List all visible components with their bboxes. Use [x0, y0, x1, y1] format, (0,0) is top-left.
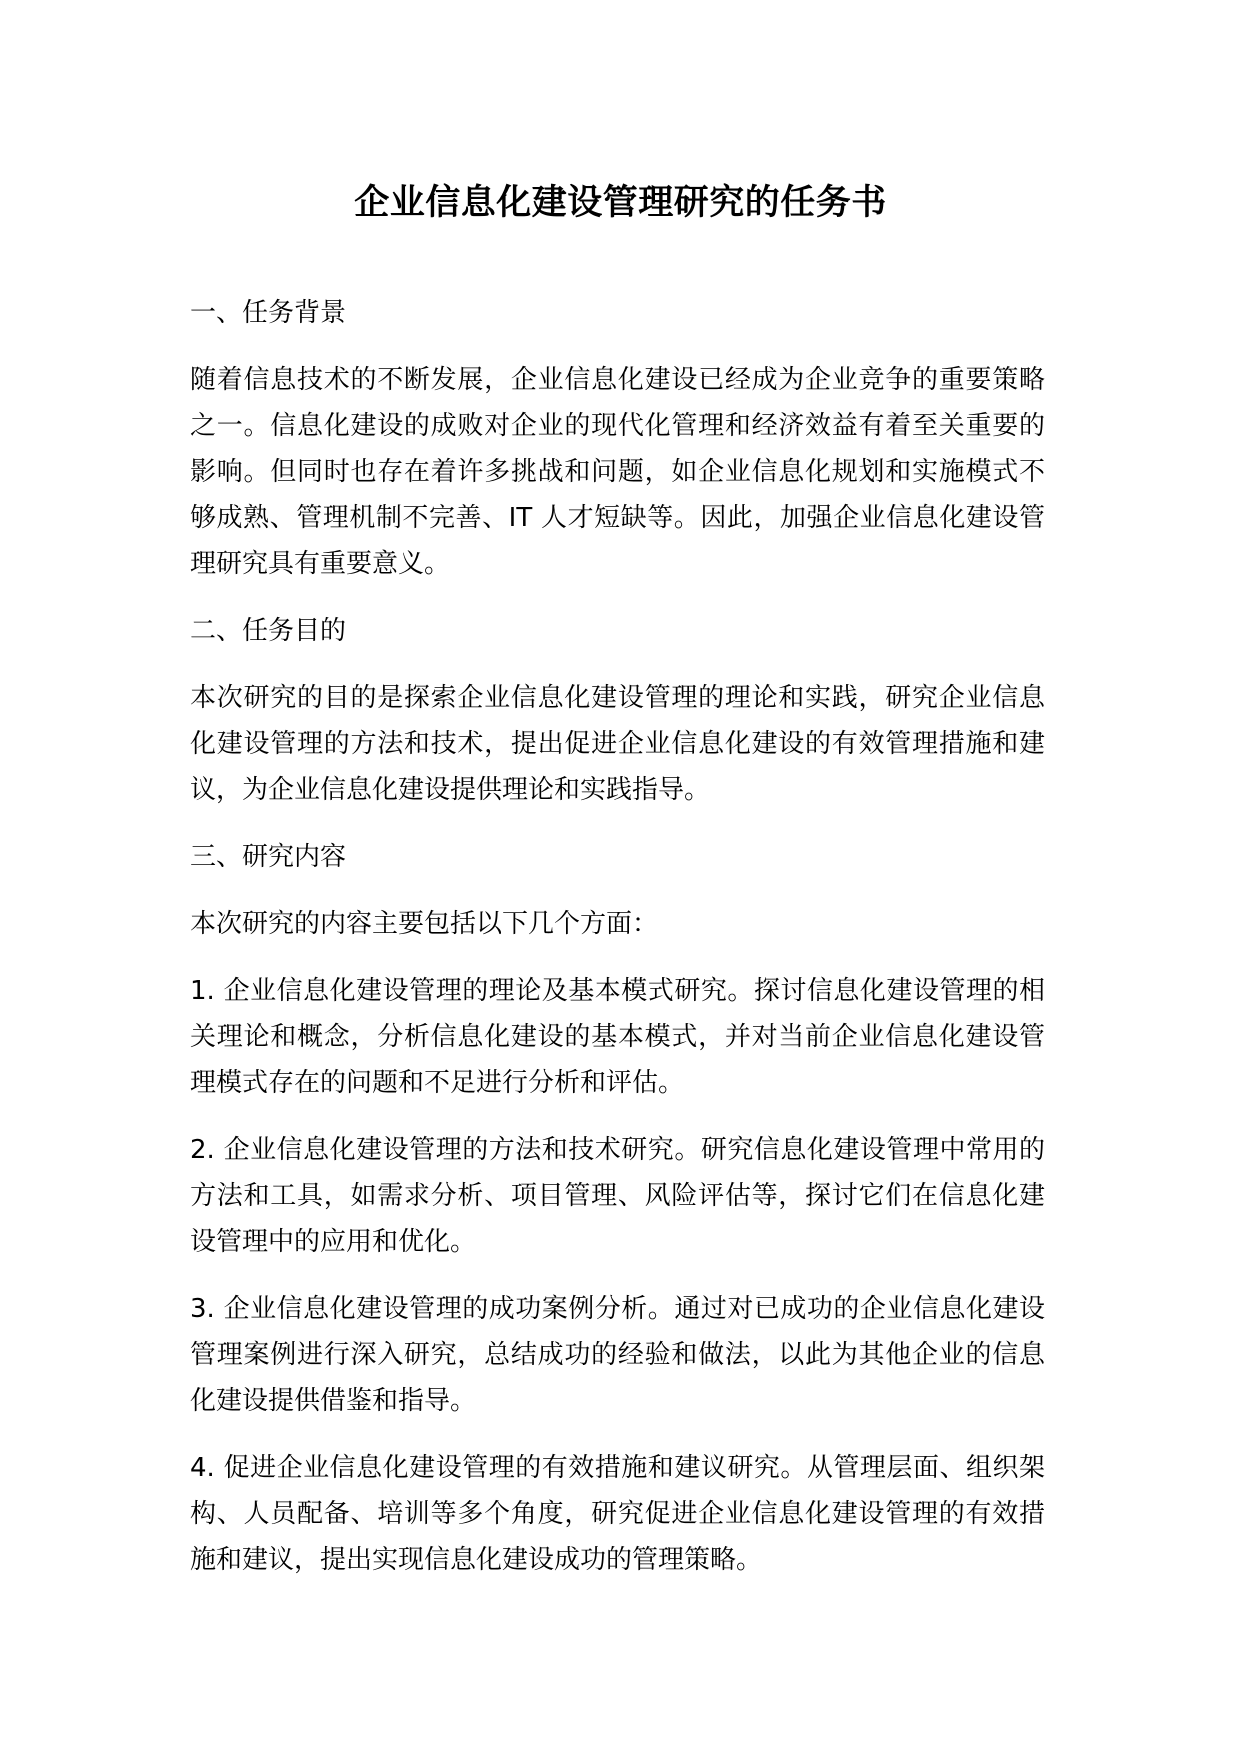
section-research-content: [190, 834, 1045, 1583]
document-title: 企业信息化建设管理研究的任务书: [354, 183, 887, 223]
list-item: 1. 企业信息化建设管理的理论及基本模式研究。探讨信息化建设管理的相关理论和概念，分析信息化建设的基本模式，并对当前企业信息化建设管理模式存在的问题和不足进行分析和评估。: [190, 976, 1045, 1098]
section-heading: 二、任务目的: [190, 616, 347, 646]
section-purpose: [190, 608, 1045, 813]
list-item: 2. 企业信息化建设管理的方法和技术研究。研究信息化建设管理中常用的方法和工具，如需求分析、项目管理、风险评估等，探讨它们在信息化建设管理中的应用和优化。: [190, 1135, 1045, 1257]
document-body: [190, 290, 1045, 1604]
paragraph: 本次研究的内容主要包括以下几个方面：: [190, 909, 659, 939]
section-heading: 一、任务背景: [190, 298, 347, 328]
section-heading: 三、研究内容: [190, 842, 347, 872]
paragraph: 随着信息技术的不断发展，企业信息化建设已经成为企业竞争的重要策略之一。信息化建设的成败对企业的现代化管理和经济效益有着至关重要的影响。但同时也存在着许多挑战和问题，如企业信息化规划和实施模式不够成熟、管理机制不完善、IT 人才短缺等。因此，加强企业信息化建设管理研究具有重要意义。: [190, 365, 1045, 579]
section-background: [190, 290, 1045, 587]
paragraph: 本次研究的目的是探索企业信息化建设管理的理论和实践，研究企业信息化建设管理的方法和技术，提出促进企业信息化建设的有效管理措施和建议，为企业信息化建设提供理论和实践指导。: [190, 683, 1045, 805]
list-item: 4. 促进企业信息化建设管理的有效措施和建议研究。从管理层面、组织架构、人员配备、培训等多个角度，研究促进企业信息化建设管理的有效措施和建议，提出实现信息化建设成功的管理策略。: [190, 1453, 1045, 1575]
list-item: 3. 企业信息化建设管理的成功案例分析。通过对已成功的企业信息化建设管理案例进行深入研究，总结成功的经验和做法，以此为其他企业的信息化建设提供借鉴和指导。: [190, 1294, 1045, 1416]
